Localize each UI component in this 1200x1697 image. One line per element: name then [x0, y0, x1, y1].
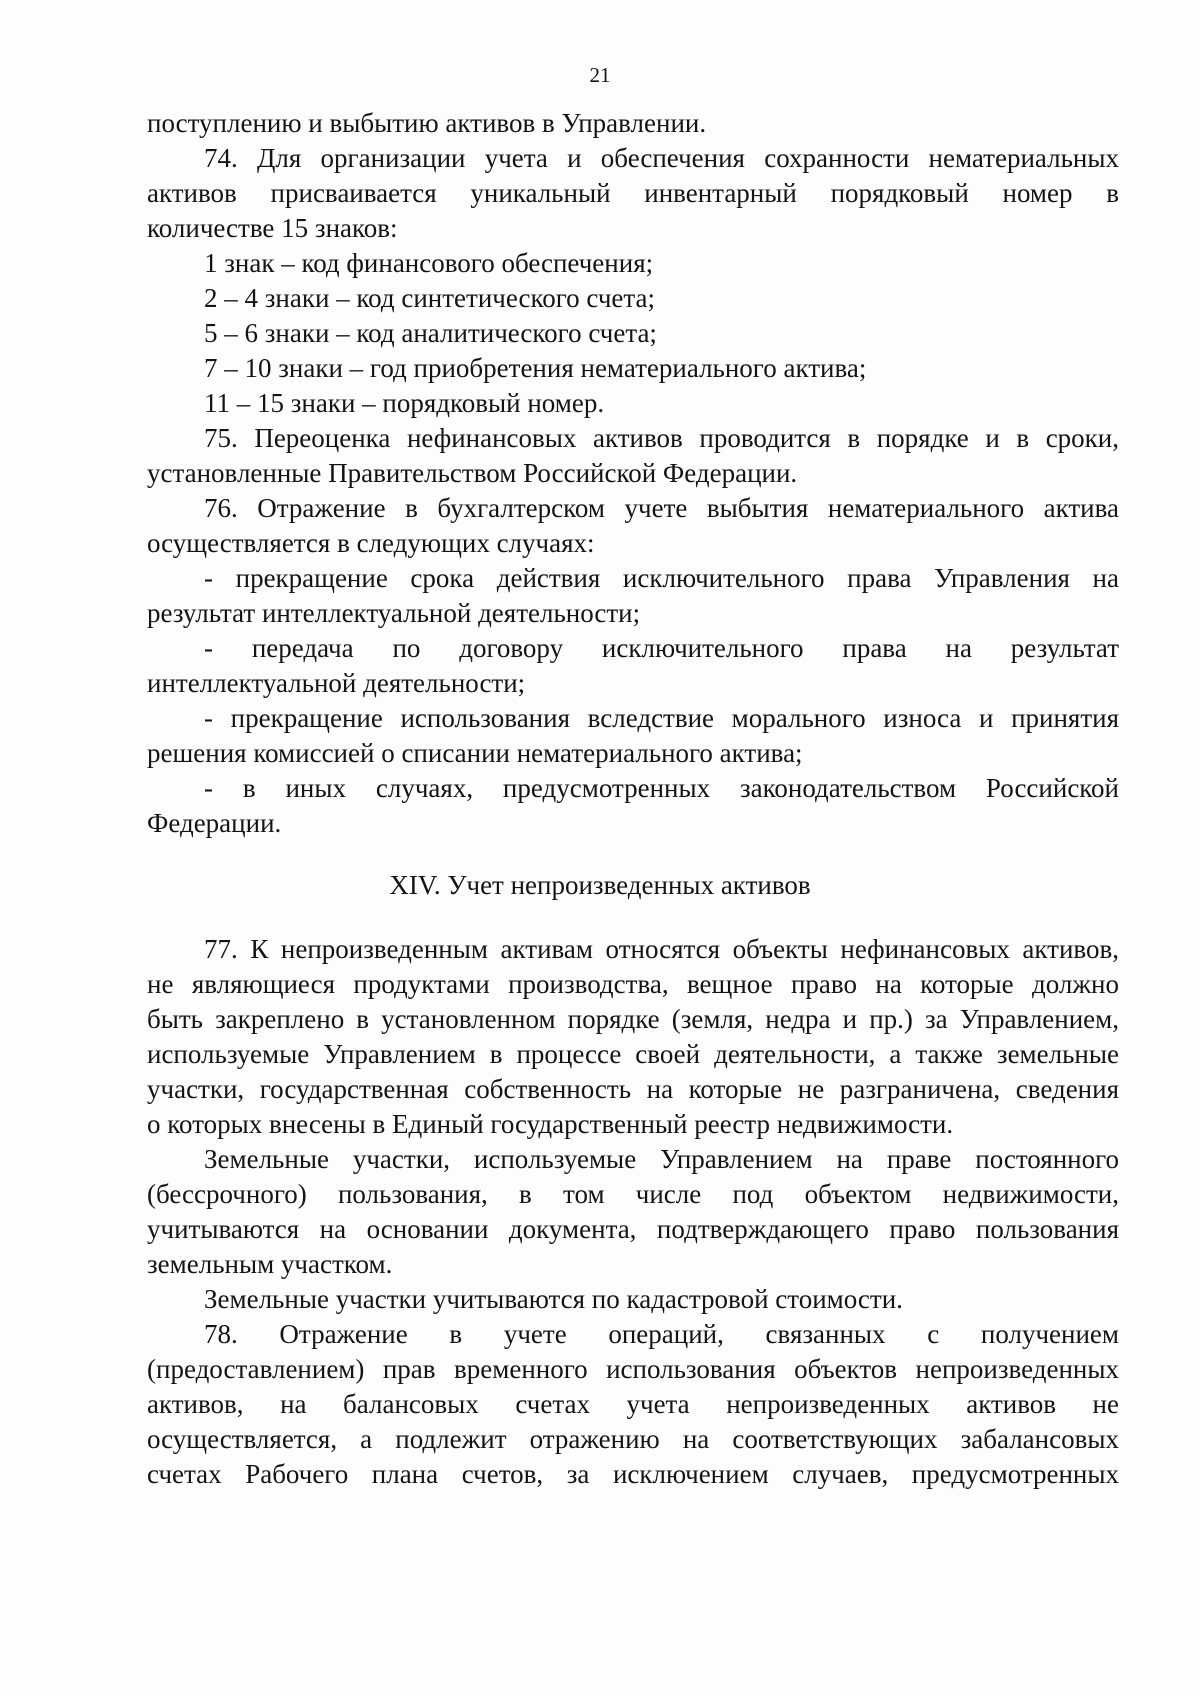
text-line: - прекращение использования вследствие морального износа и принятия: [204, 703, 1119, 733]
text-line: счетах Рабочего плана счетов, за исключением случаев, предусмотренных: [147, 1459, 1119, 1489]
text-line: 74. Для организации учета и обеспечения сохранности нематериальных: [204, 143, 1119, 173]
text-line: участки, государственная собственность на которые не разграничена, сведения: [147, 1074, 1119, 1104]
text-line: активов присваивается уникальный инвентарный порядковый номер в: [147, 178, 1119, 208]
text-line: 77. К непроизведенным активам относятся объекты нефинансовых активов,: [204, 934, 1119, 964]
text-line: осуществляется в следующих случаях:: [147, 528, 595, 558]
text-line: 1 знак – код финансового обеспечения;: [204, 248, 654, 278]
text-line: осуществляется, а подлежит отражению на соответствующих забалансовых: [147, 1424, 1119, 1454]
text-line: интеллектуальной деятельности;: [147, 668, 526, 698]
text-line: решения комиссией о списании нематериального актива;: [147, 738, 803, 768]
text-line: результат интеллектуальной деятельности;: [147, 598, 641, 628]
text-line: 11 – 15 знаки – порядковый номер.: [204, 388, 605, 418]
text-line: Федерации.: [147, 808, 282, 838]
text-line: используемые Управлением в процессе своей деятельности, а также земельные: [147, 1039, 1119, 1069]
text-line: быть закреплено в установленном порядке (земля, недра и пр.) за Управлением,: [147, 1004, 1119, 1034]
section-heading: XIV. Учет непроизведенных активов: [389, 870, 811, 900]
text-line: 7 – 10 знаки – год приобретения нематериального актива;: [204, 353, 867, 383]
text-line: установленные Правительством Российской Федерации.: [147, 458, 798, 488]
text-line: (предоставлением) прав временного использования объектов непроизведенных: [147, 1354, 1119, 1384]
text-line: - в иных случаях, предусмотренных законодательством Российской: [204, 773, 1119, 803]
text-line: учитываются на основании документа, подтверждающего право пользования: [147, 1214, 1119, 1244]
text-line: о которых внесены в Единый государственный реестр недвижимости.: [147, 1109, 954, 1139]
text-line: активов, на балансовых счетах учета непроизведенных активов не: [147, 1389, 1119, 1419]
text-line: 75. Переоценка нефинансовых активов проводится в порядке и в сроки,: [204, 423, 1119, 453]
page-number: 21: [589, 63, 611, 87]
text-line: - прекращение срока действия исключительного права Управления на: [204, 563, 1119, 593]
text-line: количестве 15 знаков:: [147, 213, 398, 243]
text-line: поступлению и выбытию активов в Управлении.: [147, 108, 707, 138]
text-line: Земельные участки учитываются по кадастровой стоимости.: [204, 1284, 903, 1314]
text-line: 2 – 4 знаки – код синтетического счета;: [204, 283, 656, 313]
text-line: 76. Отражение в бухгалтерском учете выбытия нематериального актива: [204, 493, 1119, 523]
text-line: не являющиеся продуктами производства, вещное право на которые должно: [147, 969, 1119, 999]
text-line: Земельные участки, используемые Управлением на праве постоянного: [204, 1144, 1119, 1174]
text-line: 5 – 6 знаки – код аналитического счета;: [204, 318, 657, 348]
text-line: (бессрочного) пользования, в том числе под объектом недвижимости,: [147, 1179, 1119, 1209]
text-line: 78. Отражение в учете операций, связанных с получением: [204, 1319, 1119, 1349]
text-line: земельным участком.: [147, 1249, 393, 1279]
text-line: - передача по договору исключительного права на результат: [204, 633, 1119, 663]
